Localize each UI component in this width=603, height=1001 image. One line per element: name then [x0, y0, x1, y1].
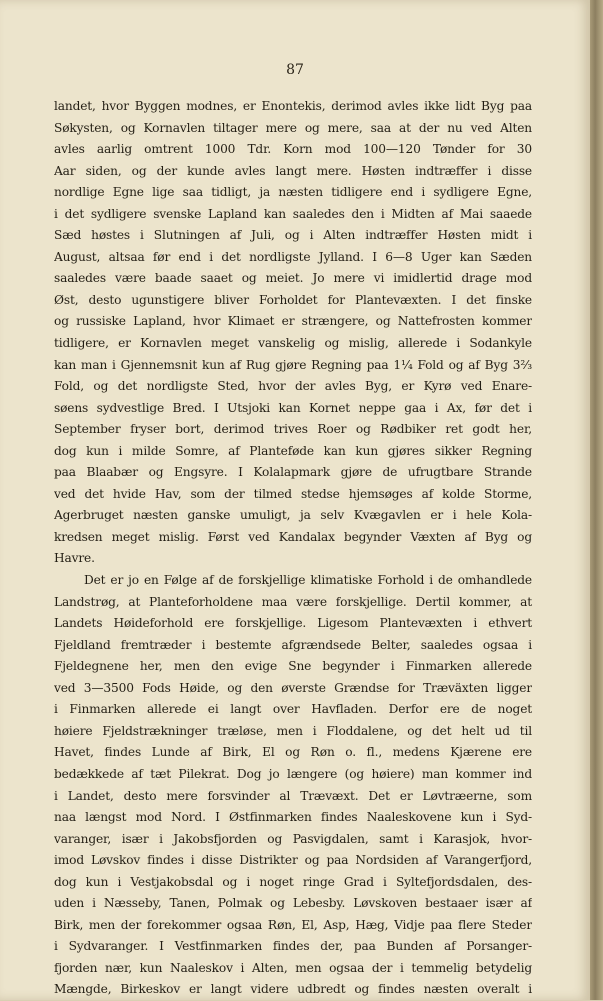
text-line: Fjeldegnene her, men den evige Sne begynder i Finmarken allerede [54, 659, 532, 674]
text-line: tidligere, er Kornavlen meget vanskelig og mislig, allerede i Sodankyle [54, 336, 532, 351]
text-line: høiere Fjeldstrækninger træløse, men i Floddalene, og det helt ud til [54, 723, 532, 738]
page-edge [590, 0, 603, 1000]
text-line: i Sydvaranger. I Vestfinmarken findes der, paa Bunden af Porsanger- [54, 939, 532, 954]
text-line: paa Blaabær og Engsyre. I Kolalapmark gjøre de ufrugtbare Strande [54, 465, 532, 480]
text-line: bedækkede af tæt Pilekrat. Dog jo længere (og høiere) man kommer ind [54, 766, 532, 781]
text-line: Fold, og det nordligste Sted, hvor der avles Byg, er Kyrø ved Enare- [54, 379, 532, 394]
text-line: dog kun i Vestjakobsdal og i noget ringe Grad i Syltefjordsdalen, des- [54, 874, 532, 889]
text-line: Fjeldland fremtræder i bestemte afgrændsede Belter, saaledes ogsaa i [54, 637, 532, 652]
text-line: Havet, findes Lunde af Birk, El og Røn o. fl., medens Kjærene ere [54, 745, 532, 760]
text-line: September fryser bort, derimod trives Roer og Rødbiker ret godt her, [54, 422, 532, 437]
text-line: Havre. [54, 551, 95, 566]
body-text [54, 96, 532, 1001]
text-line: Landstrøg, at Planteforholdene maa være forskjellige. Dertil kommer, at [54, 594, 532, 609]
text-line: i Landet, desto mere forsvinder al Trævæxt. Det er Løvtræerne, som [54, 788, 532, 803]
text-line: søens sydvestlige Bred. I Utsjoki kan Kornet neppe gaa i Ax, før det i [54, 400, 532, 415]
text-line: kan man i Gjennemsnit kun af Rug gjøre Regning paa 1¼ Fold og af Byg 3⅔ [54, 357, 532, 372]
text-line: landet, hvor Byggen modnes, er Enontekis, derimod avles ikke lidt Byg paa [54, 99, 532, 113]
text-line: og russiske Lapland, hvor Klimaet er strængere, og Nattefrosten kommer [54, 314, 532, 329]
text-line: saaledes være baade saaet og meiet. Jo mere vi imidlertid drage mod [54, 271, 532, 286]
text-line: naa længst mod Nord. I Østfinmarken findes Naaleskovene kun i Syd- [54, 810, 532, 825]
text-line: Aar siden, og der kunde avles langt mere. Høsten indtræffer i disse [54, 163, 532, 178]
text-line: fjorden nær, kun Naaleskov i Alten, men ogsaa der i temmelig betydelig [54, 960, 532, 975]
text-line: Agerbruget næsten ganske umuligt, ja selv Kvægavlen er i hele Kola- [54, 508, 532, 523]
text-line: uden i Næsseby, Tanen, Polmak og Lebesby. Løvskoven bestaaer især af [54, 896, 532, 911]
text-line: Sæd høstes i Slutningen af Juli, og i Alten indtræffer Høsten midt i [54, 228, 532, 243]
text-line: ved det hvide Hav, som der tilmed stedse hjemsøges af kolde Storme, [54, 486, 532, 501]
text-line: August, altsaa før end i det nordligste Jylland. I 6—8 Uger kan Sæden [54, 249, 532, 264]
text-line: ved 3—3500 Fods Høide, og den øverste Grændse for Træväxten ligger [54, 680, 532, 695]
text-line: avles aarlig omtrent 1000 Tdr. Korn mod 100—120 Tønder for 30 [54, 142, 532, 157]
text-line: i Finmarken allerede ei langt over Havfladen. Derfor ere de noget [54, 702, 532, 717]
text-line: imod Løvskov findes i disse Distrikter og paa Nordsiden af Varangerfjord, [54, 853, 532, 868]
text-line: Landets Høideforhold ere forskjellige. Ligesom Plantevæxten i ethvert [54, 616, 532, 631]
text-line: Birk, men der forekommer ogsaa Røn, El, Asp, Hæg, Vidje paa flere Steder [54, 917, 532, 932]
page-number: 87 [286, 62, 304, 78]
text-line: kredsen meget mislig. Først ved Kandalax begynder Væxten af Byg og [54, 529, 532, 544]
text-line: Søkysten, og Kornavlen tiltager mere og mere, saa at der nu ved Alten [54, 120, 532, 135]
text-line: Øst, desto ugunstigere bliver Forholdet for Plantevæxten. I det finske [54, 292, 532, 307]
text-line: Mængde, Birkeskov er langt videre udbredt og findes næsten overalt i [54, 982, 532, 997]
text-line: i det sydligere svenske Lapland kan saaledes den i Midten af Mai saaede [54, 206, 532, 221]
text-line: nordlige Egne lige saa tidligt, ja næsten tidligere end i sydligere Egne, [54, 185, 532, 200]
text-line: dog kun i milde Somre, af Planteføde kan kun gjøres sikker Regning [54, 443, 532, 458]
text-line: Det er jo en Følge af de forskjellige klimatiske Forhold i de omhandlede [84, 573, 532, 588]
text-line: varanger, især i Jakobsfjorden og Pasvigdalen, samt i Karasjok, hvor- [54, 831, 532, 846]
